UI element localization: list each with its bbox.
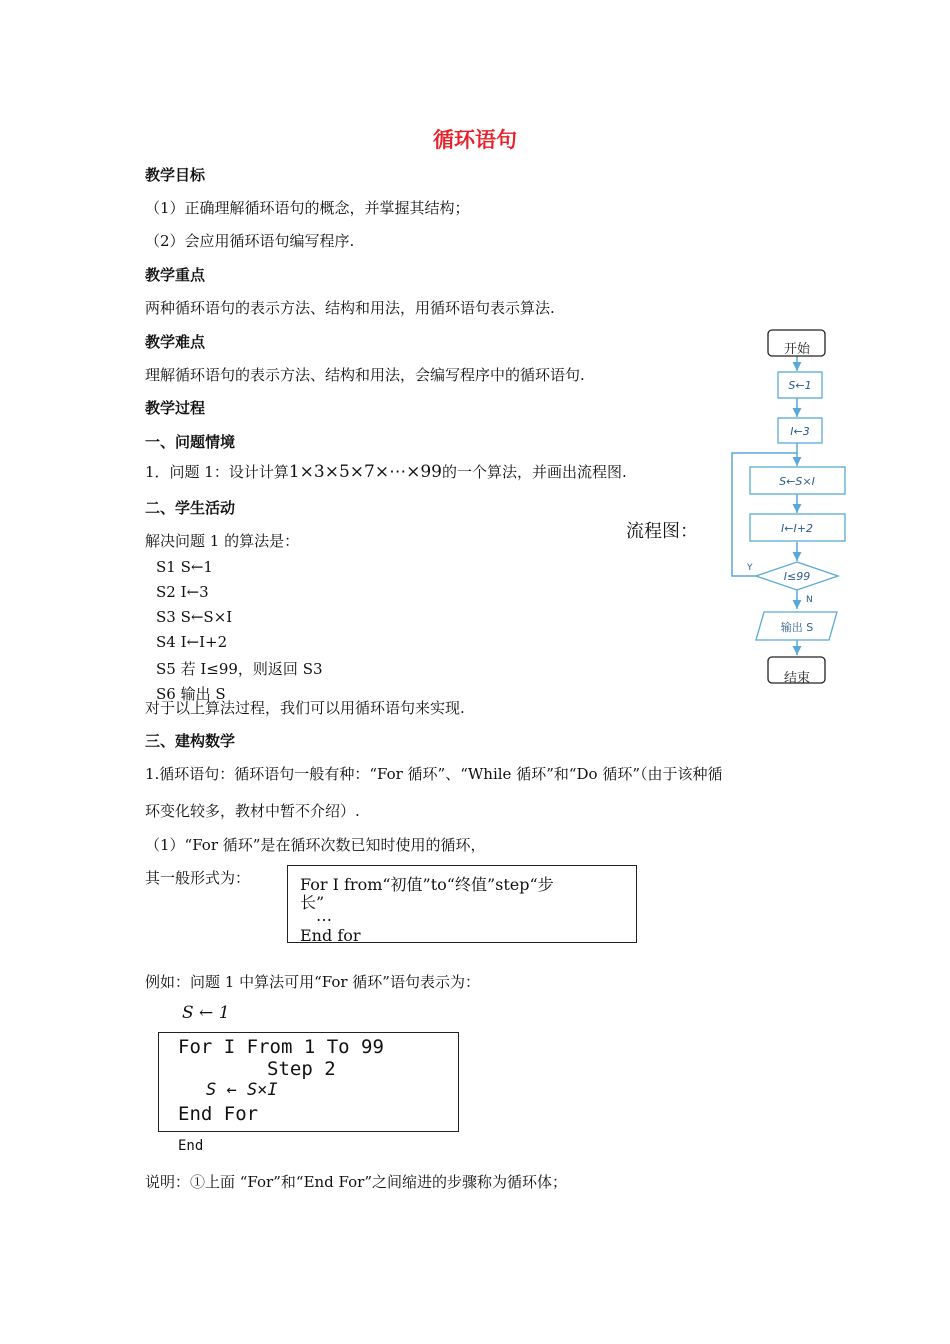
goal-item-1: （1）正确理解循环语句的概念，并掌握其结构； (145, 199, 470, 217)
flow-process-label: S←1 (788, 379, 812, 392)
general-form-line: 长” (300, 893, 325, 912)
flow-process-label: S←S×I (779, 475, 815, 488)
algorithm-step: S5 若 I≤99，则返回 S3 (156, 660, 323, 678)
loop-intro-line2: 环变化较多，教材中暂不介绍）. (145, 802, 360, 820)
algorithm-step: S3 S←S×I (156, 608, 233, 626)
part2-heading: 二、学生活动 (145, 499, 236, 517)
note-text: 说明：①上面 “For”和“End For”之间缩进的步骤称为循环体； (145, 1173, 568, 1191)
flow-yes-label: Y (747, 563, 753, 573)
code-line: For I From 1 To 99 (178, 1036, 384, 1058)
algorithm-step: S2 I←3 (156, 583, 209, 601)
goal-heading: 教学目标 (145, 166, 206, 184)
flow-output-label: 输出 S (780, 621, 814, 634)
part1-heading: 一、问题情境 (145, 433, 236, 451)
flow-process-label: I←I+2 (781, 522, 813, 535)
process-heading: 教学过程 (145, 399, 206, 417)
flow-decision-label: I≤99 (783, 570, 811, 583)
code-line: Step 2 (267, 1058, 336, 1080)
flow-end-label: 结束 (783, 671, 811, 686)
code-box (158, 1032, 459, 1132)
key-heading: 教学重点 (145, 266, 206, 284)
solution-intro: 解决问题 1 的算法是： (145, 532, 300, 550)
flow-start-label: 开始 (783, 342, 811, 357)
for-loop-description: （1）“For 循环”是在循环次数已知时使用的循环， (145, 836, 486, 854)
problem-prefix: 1．问题 1：设计计算 (145, 463, 289, 481)
flowchart (720, 320, 860, 690)
code-end: End (178, 1138, 204, 1154)
flow-process-label: I←3 (790, 425, 810, 438)
general-form-line: … (316, 906, 332, 925)
problem-statement (145, 461, 627, 482)
loop-intro-line1: 1.循环语句：循环语句一般有种：“For 循环”、“While 循环”和“Do 循环”（由于该种循 (145, 765, 723, 783)
problem-suffix: 的一个算法，并画出流程图. (441, 463, 627, 481)
part3-heading: 三、建构数学 (145, 732, 236, 750)
algorithm-step: S4 I←I+2 (156, 633, 228, 651)
conclusion-text: 对于以上算法过程，我们可以用循环语句来实现. (145, 699, 465, 717)
difficulty-heading: 教学难点 (145, 333, 206, 351)
algorithm-step: S1 S←1 (156, 558, 213, 576)
general-form-box (287, 865, 637, 943)
flow-no-label: N (806, 595, 813, 605)
code-line: End For (178, 1103, 259, 1125)
problem-formula: 1×3×5×7×⋯×99 (288, 462, 442, 482)
algorithm-step: S6 输出 S (156, 685, 226, 703)
general-form-label: 其一般形式为： (145, 869, 251, 887)
general-form-line: End for (300, 926, 361, 943)
goal-item-2: （2）会应用循环语句编写程序. (145, 232, 355, 250)
page-title: 循环语句 (433, 128, 517, 152)
flowchart-label: 流程图： (626, 521, 698, 542)
general-form-line: For I from“初值”to“终值”step“步 (300, 875, 554, 894)
example-intro: 例如：问题 1 中算法可用“For 循环”语句表示为： (145, 973, 480, 991)
code-line: S ← S×I (206, 1080, 278, 1100)
difficulty-text: 理解循环语句的表示方法、结构和用法，会编写程序中的循环语句. (145, 366, 585, 384)
code-init: S ← 1 (182, 1003, 230, 1023)
key-text: 两种循环语句的表示方法、结构和用法，用循环语句表示算法. (145, 299, 555, 317)
